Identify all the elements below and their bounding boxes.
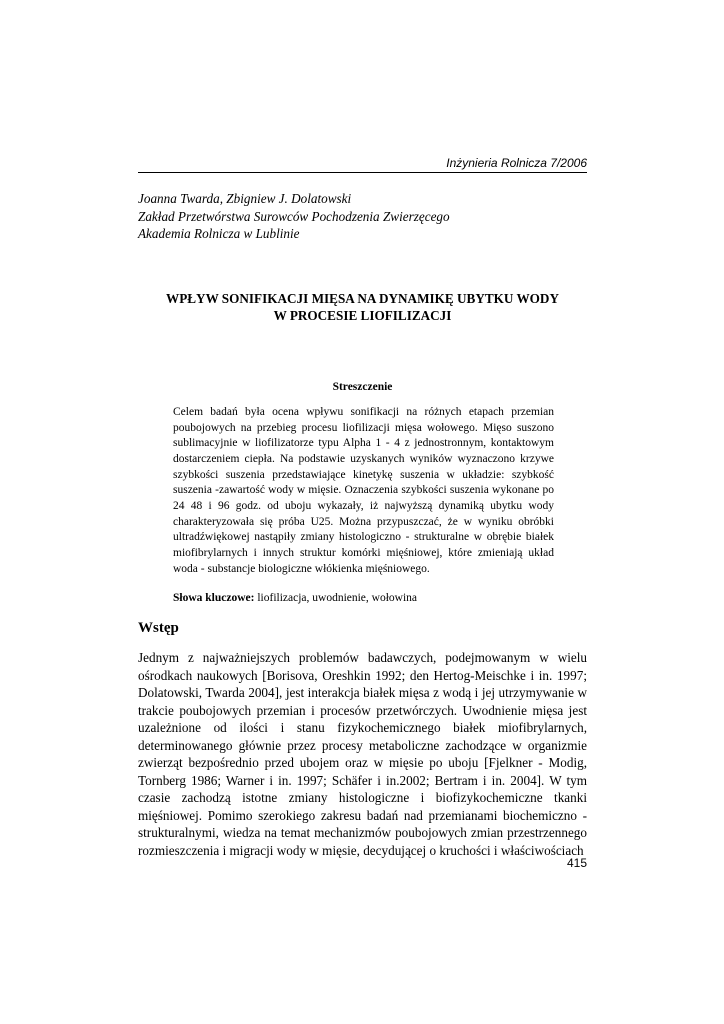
header-rule [138, 172, 587, 173]
author-institution: Akademia Rolnicza w Lublinie [138, 226, 300, 241]
paper-title-line-1: WPŁYW SONIFIKACJI MIĘSA NA DYNAMIKĘ UBYTKU WODY [166, 291, 559, 306]
keywords-label: Słowa kluczowe: [173, 592, 255, 604]
section-heading: Wstęp [138, 620, 179, 636]
author-block [138, 190, 450, 243]
body-text: Jednym z najważniejszych problemów badawczych, podejmowanym w wielu ośrodkach naukowych [Borisova, Oreshkin 1992; den Hertog-Meischke i in. 1997; Dolatowski, Twarda 2004], jest interakcja białek mięsa z wodą i jej utrzymywanie w trakcie poubojowych przemian i procesów przetwórczych. Uwodnienie mięsa jest uzależnione od ilości i stanu fizykochemicznego białek miofibrylarnych, determinowanego głównie przez procesy metaboliczne zachodzące w organizmie zwierząt bezpośrednio przed ubojem oraz w mięsie po uboju [Fjelkner - Modig, Tornberg 1986; Warner i in. 1997; Schäfer i in.2002; Bertram i in. 2004]. W tym czasie zachodzą istotne zmiany histologiczne i biofizykochemiczne tkanki mięśniowej. Pomimo szerokiego zakresu badań nad przemianami biochemiczno - strukturalnymi, wiedza na temat mechanizmów poubojowych zmian przestrzennego rozmieszczenia i migracji wody w mięsie, decydującej o kruchości i właściwościach [138, 650, 587, 859]
author-department: Zakład Przetwórstwa Surowców Pochodzenia Zwierzęcego [138, 208, 450, 224]
paper-title-line-2: W PROCESIE LIOFILIZACJI [273, 308, 452, 323]
paper-title [138, 290, 587, 324]
keywords-values: liofilizacja, uwodnienie, wołowina [257, 592, 418, 604]
journal-header: Inżynieria Rolnicza 7/2006 [446, 156, 587, 170]
abstract-text: Celem badań była ocena wpływu sonifikacji na różnych etapach przemian poubojowych na przebieg procesu liofilizacji mięsa wołowego. Mięso suszono sublimacyjnie w liofilizatorze typu Alpha 1 - 4 z jednostronnym, kontaktowym dostarczeniem ciepła. Na podstawie uzyskanych wyników wyznaczono krzywe szybkości suszenia przedstawiające kinetykę suszenia w układzie: szybkość suszenia -zawartość wody w mięsie. Oznaczenia szybkości suszenia wykonane po 24 48 i 96 godz. od uboju wykazały, iż najwyższą dynamiką ubytku wody charakteryzowała się próba U25. Można przypuszczać, że w wyniku obróbki ultradźwiękowej nastąpiły zmiany histologiczno - strukturalne w obrębie białek miofibrylarnych i innych struktur komórki mięśniowej, które zmieniają układ woda - substancje biologiczne włókienka mięśniowego. [173, 406, 554, 575]
author-names: Joanna Twarda, Zbigniew J. Dolatowski [138, 191, 352, 206]
keywords [173, 592, 554, 604]
page-number: 415 [566, 856, 587, 870]
abstract-heading: Streszczenie [332, 381, 393, 393]
